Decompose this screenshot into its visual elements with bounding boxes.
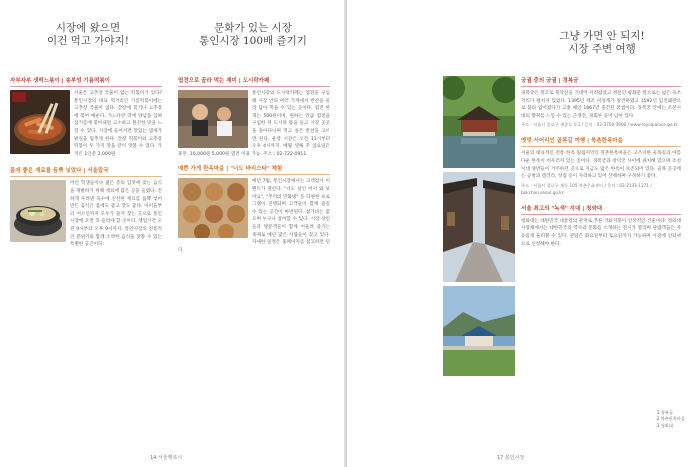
gyeongbokgung-text: 경복궁은 북으로 북악산을 기대어 자리잡았고 정문인 광화문 앞으로는 넓은 육조거리가 펼쳐져 있었다. 1395년 태조 이성계가 창건하였고 1592년 임진왜란으로 불타 없어졌다가 고종 때인 1867년 중건된 궁궐이다. 경복궁 안에는 조선시대의 향취를 느낄 수 있는 근정전, 경회루 등이 남아 있다.	[521, 91, 681, 119]
dosirak-photo	[178, 90, 248, 148]
gyeongbokgung-section	[521, 76, 681, 128]
right-page-number: 17 통인시장	[497, 455, 525, 461]
bukchon-title: 옛멋 서어리인 골목길 여행 | 북촌한옥마을	[521, 136, 681, 147]
culture-heading-line-1: 문화가 있는 시장	[214, 22, 292, 34]
tteokbokki-text: 서울은 고추장 국물이 없는 떡볶이가 있다? 통인시장의 대표 먹거리인 기름떡볶이에는 고추장 국물이 없다. 간장에 볶거나 고추장에 볶아 매운다. 가느다란 떡에 양념을 입혀 참기름에 볶아내면 고소하고 쫄깃한 맛을 느낄 수 있다. 시장에 들어서면 맛있는 냄새가 발길을 멈추게 한다. 간장 떡볶이와 고추장 떡볶이 두 가지 맛을 같이 맛볼 수 있다. 가격은 1인분 3,000원.	[74, 91, 162, 157]
food-heading-line-2: 이건 먹고 가야지!	[47, 35, 129, 47]
caption-3: 3 청와대	[656, 422, 673, 428]
tteokbokki-title: 자부자부 생떡느볶이 | 송부엉 기름떡볶이	[10, 76, 162, 87]
dosirak-title: 엽전으로 골라 먹는 재미 | 도시락카페	[178, 76, 330, 87]
kalguksu-title: 몸에 좋은 재료를 듬뿍 넣었다 | 서울칼국	[10, 166, 162, 177]
photo-captions	[657, 410, 685, 430]
tteokbokki-section	[10, 76, 162, 158]
kalguksu-photo	[10, 180, 66, 242]
tteokbokki-photo	[10, 90, 70, 154]
gyeongbokgung-title: 궁궐 중의 궁궐 | 경복궁	[521, 76, 681, 87]
bukchon-meta: 주소 : 서울시 종로구 계동 105 북촌문화센터 / 문의 : 02-2133-1371 / bukchon.seoul.go.kr	[521, 182, 652, 195]
bluehouse-text: 청와대는 대한민국 대통령의 관저로 푸른 기와지붕이 인상적인 건물이다. 청와대 사랑채에서는 대한민국의 역사와 문화를 소개하는 전시가 열리며 관람객들은 자유롭게 둘러볼 수 있다. 관람은 화요일부터 토요일까지 가능하며 사전에 인터넷으로 신청해야 한다.	[521, 218, 681, 247]
bluehouse-title: 서울 최고의 "녹색" 지대 | 청와대	[521, 204, 681, 215]
left-page	[0, 0, 346, 467]
caption-2: 2 북촌한옥마을	[656, 416, 685, 421]
barista-title: 예쁜 가게 한옥마을 | "너도 바리스타" 체험	[178, 164, 330, 175]
gyeongbokgung-photo	[443, 76, 515, 168]
gyeongbokgung-meta: 주소 : 서울시 종로구 세종로 1-1 / 문의 : 02-3700-3900 / www.royalpalace.go.kr	[521, 122, 678, 128]
left-page-right-column	[178, 76, 330, 260]
bukchon-section	[521, 136, 681, 195]
bluehouse-section	[521, 204, 681, 248]
food-heading-line-1: 시장에 왔으면	[55, 22, 121, 34]
bluehouse-photo	[443, 286, 515, 376]
barista-photo	[178, 178, 248, 238]
right-page	[347, 0, 693, 467]
travel-heading	[537, 30, 667, 56]
left-column	[10, 76, 162, 255]
food-heading	[22, 22, 154, 48]
barista-text: 매년 7월, 통인시장에서는 고객감사 이벤트가 열린다. "너도 살인 어서 와 보아요", "추억의 만화방" 등 다양한 프로그램이 진행되며 고객들이 함께 즐길 수 있는 공간이 마련된다. 참가비는 없으며 누구나 참여할 수 있다. 시장 상인들과 방문객들이 함께 어울려 즐기는 축제로 매년 많은 사람들이 찾고 있다. 자세한 일정은 홈페이지를 참고하면 된다.	[178, 179, 330, 253]
right-page-text-column	[521, 76, 681, 254]
kalguksu-section	[10, 166, 162, 248]
caption-1: 1 경복궁	[656, 409, 673, 415]
bukchon-photo	[443, 172, 515, 282]
barista-section	[178, 164, 330, 254]
travel-heading-line-2: 시장 주변 여행	[568, 43, 636, 55]
dosirak-section	[178, 76, 330, 158]
culture-heading-line-2: 통인시장 100배 즐기기	[199, 35, 307, 47]
bukchon-text: 서울의 대표적인 전통 한옥 밀집지역인 북촌한옥마을은 고즈넉한 골목길과 아름다운 한옥이 어우러져 있는 곳이다. 경복궁과 창덕궁 사이에 위치해 있으며 조선시대 양반들이 거주하던 곳으로 지금도 많은 한옥이 보존되어 있다. 골목 곳곳에는 공방과 갤러리, 찻집 등이 자리하고 있어 산책하며 구경하기 좋다.	[521, 151, 681, 180]
left-page-number: 14 서울행복시	[150, 455, 183, 461]
kalguksu-text: 어린 학생들이나 젊은 층의 입맛에 맞는 음식을 개발하기 위해 재료에 많은 공을 들였다. 진하게 우려낸 육수에 신선한 재료를 듬뿍 넣어 만든 음식은 몸에도 좋고 맛도 좋다. 아이들부터 어르신까지 모두가 즐겨 찾는 곳으로 통인시장에 오면 꼭 들러야 할 곳이다. 영업시간 오전 9시부터 오후 9시까지. 통인시장의 전통적인 분위기와 함께 소박한 음식을 맛볼 수 있는 특별한 공간이다.	[70, 181, 162, 248]
dosirak-text: 통인시장의 도시락카페는 엽전을 구입해 시장 안의 여러 가게에서 반찬을 골라 담아 먹을 수 있는 곳이다. 엽전 한 개는 500원이며, 원하는 만큼 엽전을 구입한 뒤 도시락 통을 들고 시장 곳곳을 돌아다니며 먹고 싶은 반찬을 고르면 된다. 운영 시간은 오전 11시부터 오후 4시까지. 매월 셋째 주 일요일은 휴무. 10,000원 5,000원 엽전 이용 가능. 주소 : 02-722-0911	[178, 91, 330, 157]
travel-heading-line-1: 그냥 가면 안 되지!	[559, 30, 645, 42]
culture-heading	[178, 22, 328, 48]
